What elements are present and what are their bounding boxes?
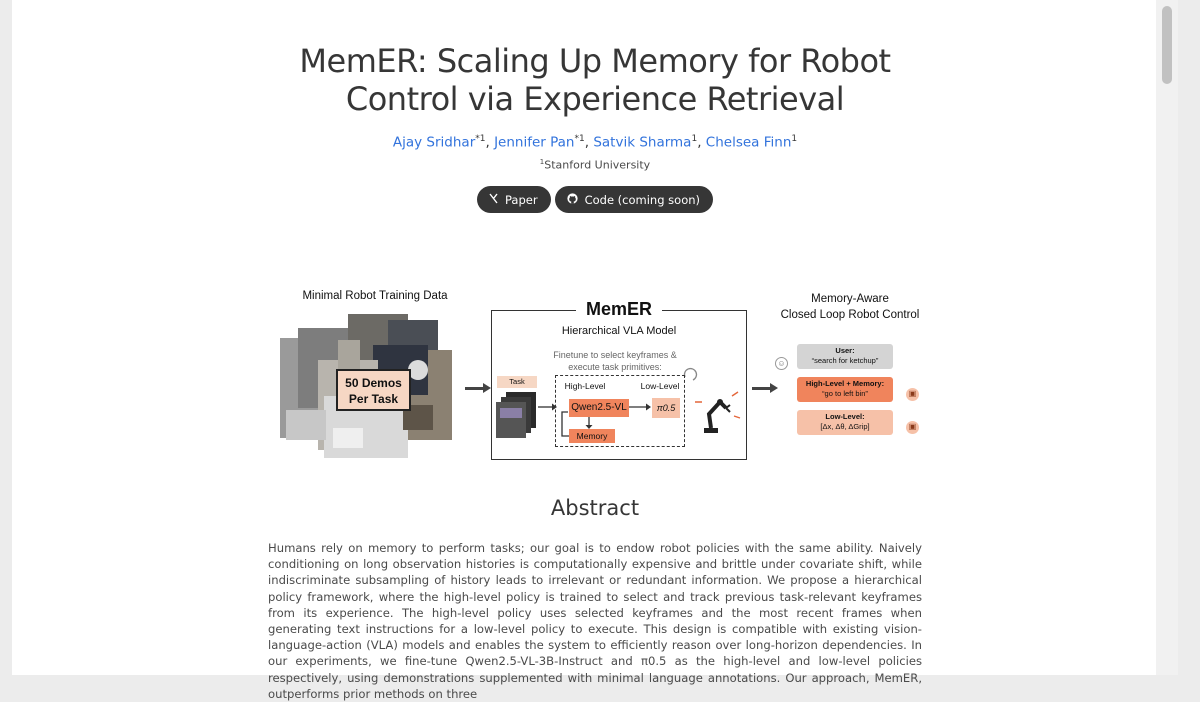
figure-right-title (760, 291, 940, 323)
memory-block: Memory (569, 429, 615, 443)
user-title: User: (835, 346, 855, 355)
qwen-to-pi-arrow (629, 402, 653, 412)
paper-button[interactable] (477, 186, 551, 213)
abstract-heading: Abstract (550, 496, 640, 520)
demos-line-2: Per Task (348, 392, 399, 406)
ll-text: [Δx, Δθ, ΔGrip] (820, 422, 870, 431)
robot-icon-high: ▣ (906, 388, 919, 401)
affiliation-sup: 1 (539, 158, 545, 166)
high-level-label: High-Level (564, 381, 606, 391)
arrow-to-control (752, 387, 771, 390)
low-level-label: Low-Level (640, 381, 680, 391)
author-list: Ajay Sridhar$^{*1}$, Jennifer Pan$^{*1}$, Satvik Sharma$^1$, Chelsea Finn$^1$ (392, 134, 798, 151)
paper-button-label: Paper (505, 192, 538, 207)
paper-title-line-1: MemER: Scaling Up Memory for Robot (299, 42, 891, 80)
author-link-1[interactable]: Ajay Sridhar (392, 134, 476, 151)
finetune-note (540, 349, 690, 373)
code-button[interactable] (555, 186, 713, 213)
abstract-text: Humans rely on memory to perform tasks; our goal is to endow robot policies with the same ability. Naively conditioning on long observation histories is computationally expensive and brittle under covariate shift, while indiscriminate subsampling of history leads to irrelevant or redundant information. We propose a hierarchical policy framework, where the high-level policy is trained to select and track previous task-relevant keyframes from its experience. The high-level policy uses selected keyframes and the most recent frames when generating text instructions for a low-level policy to execute. This design is compatible with existing vision-language-action (VLA) models and enables the system to efficiently reason over long-horizon dependencies. In our experiments, we fine-tune Qwen2.5-VL-3B-Instruct and π0.5 as the high-level and low-level policies respectively, using demonstrations supplemented with minimal language annotations. Our approach, MemER, outperforms prior methods on three (268, 541, 922, 701)
author-sup-4: 1 (791, 134, 798, 144)
author-link-4[interactable]: Chelsea Finn (705, 134, 792, 151)
demos-line-1: 50 Demos (345, 376, 402, 390)
scrollbar[interactable] (1156, 0, 1178, 675)
code-button-label: Code (coming soon) (584, 192, 700, 207)
right-title-line-2: Closed Loop Robot Control (780, 309, 920, 321)
high-level-bubble (797, 377, 893, 402)
arxiv-icon (489, 193, 498, 207)
teaser-figure (270, 280, 930, 465)
author-link-3[interactable]: Satvik Sharma (593, 134, 692, 151)
affiliation-name: Stanford University (544, 158, 651, 172)
hl-title: High-Level + Memory: (805, 379, 885, 388)
pi-block: π0.5 (652, 398, 680, 418)
demos-box (336, 369, 411, 411)
arrow-to-model (465, 387, 484, 390)
model-name (491, 299, 747, 320)
page (12, 0, 1178, 701)
author-sup-2: *1 (574, 134, 585, 144)
finetune-line-2: execute task primitives: (568, 362, 662, 372)
robot-icon-low: ▣ (906, 421, 919, 434)
user-icon: ☺ (775, 357, 788, 370)
scrollbar-thumb[interactable] (1162, 6, 1172, 84)
task-label: Task (497, 376, 537, 388)
user-bubble (797, 344, 893, 369)
finetune-line-1: Finetune to select keyframes & (553, 350, 677, 360)
figure-left-title: Minimal Robot Training Data (302, 290, 448, 302)
low-level-bubble (797, 410, 893, 435)
affiliation (12, 158, 1178, 172)
author-link-2[interactable]: Jennifer Pan (494, 134, 575, 151)
paper-title-line-2: Control via Experience Retrieval (345, 80, 845, 118)
ll-title: Low-Level: (825, 412, 865, 421)
model-name-text: MemER (576, 299, 662, 319)
model-subtitle: Hierarchical VLA Model (561, 325, 677, 337)
qwen-block: Qwen2.5-VL (569, 399, 629, 417)
user-text: “search for ketchup” (811, 356, 879, 365)
link-buttons (12, 186, 1178, 213)
robot-arm-icon (692, 388, 742, 436)
github-icon (567, 193, 578, 207)
author-sup-3: 1 (691, 134, 698, 144)
frame-stack (496, 392, 538, 440)
author-sup-1: *1 (475, 134, 486, 144)
hl-text: “go to left bin” (822, 389, 868, 398)
right-title-line-1: Memory-Aware (811, 293, 889, 305)
paper-title (12, 42, 1178, 118)
